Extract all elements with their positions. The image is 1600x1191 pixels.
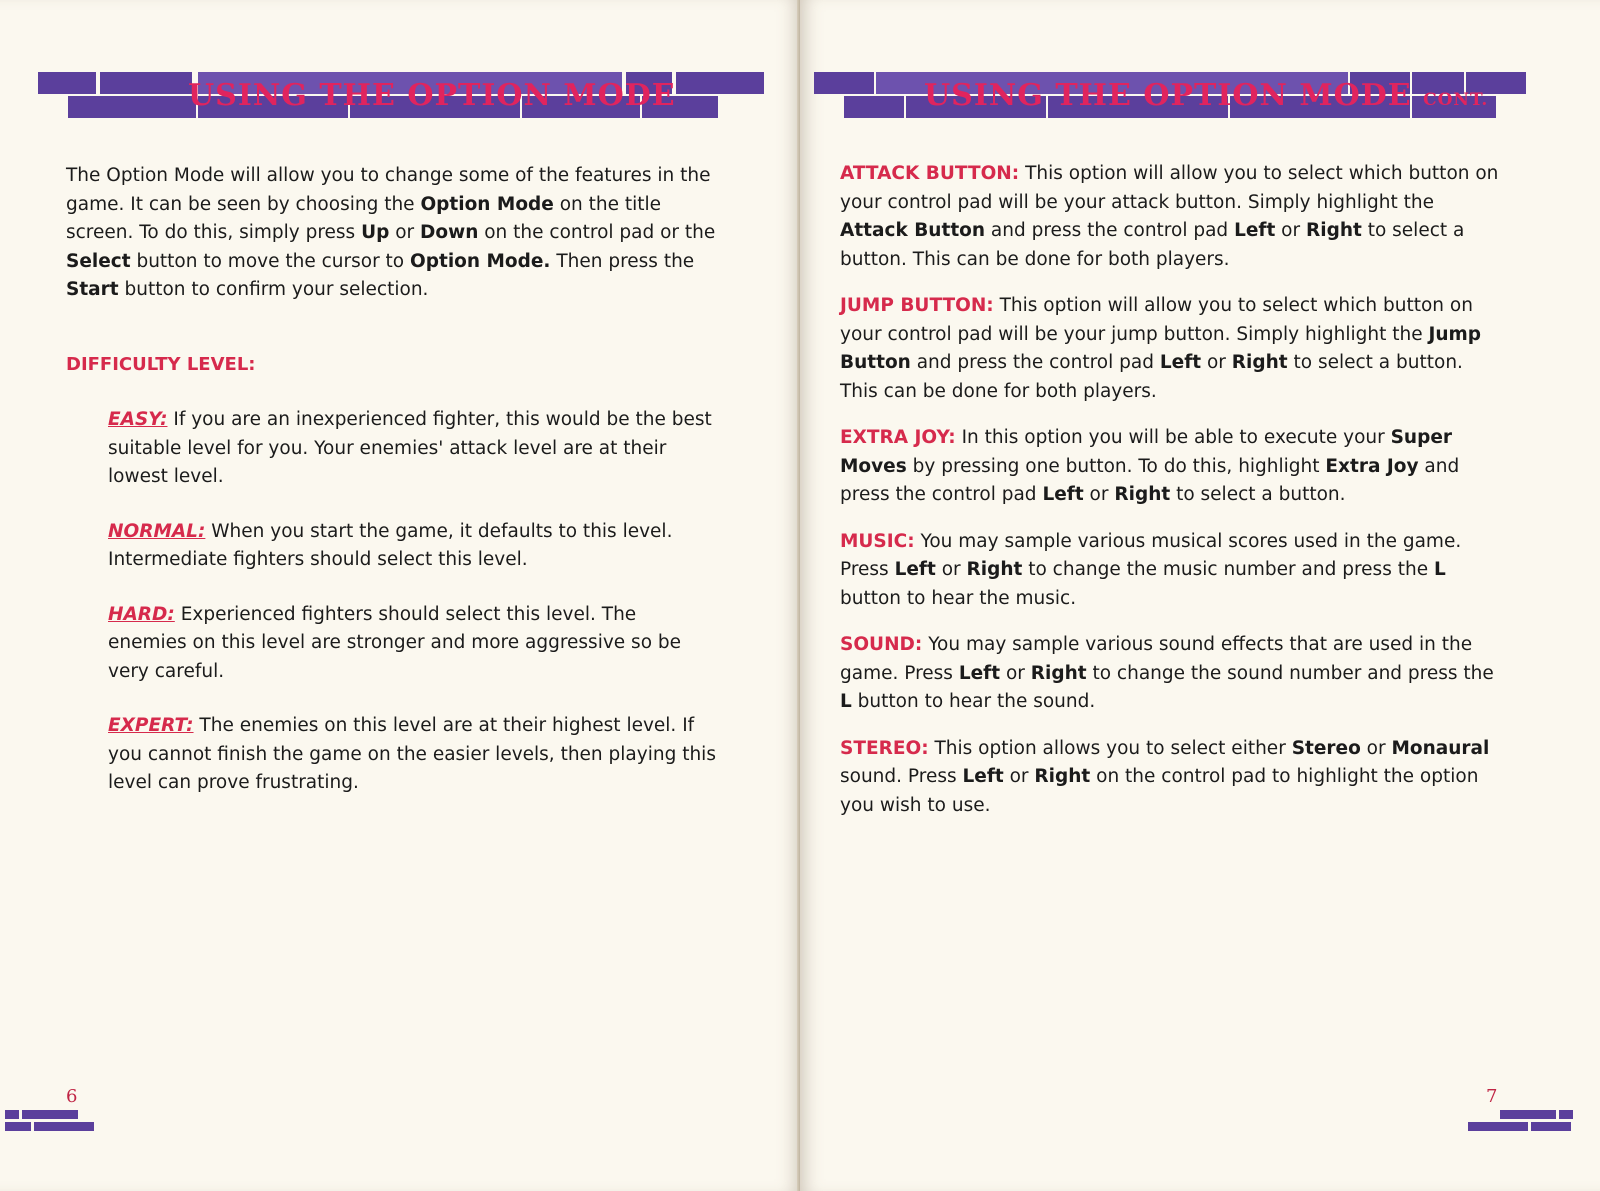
banner (814, 72, 1526, 130)
bold-term: Select (66, 250, 131, 272)
text-run: In this option you will be able to execute your (961, 427, 1391, 448)
option-entry (840, 292, 1500, 406)
bold-term: Left (958, 662, 1001, 684)
text-run: or (1000, 662, 1031, 684)
bold-term: L (840, 691, 852, 712)
option-label: SOUND: (840, 634, 923, 655)
text-run: or (1360, 737, 1392, 759)
bold-term: L (1433, 559, 1446, 580)
text-run: and press the control pad (840, 455, 1460, 505)
level-label: EXPERT: (108, 715, 194, 736)
bold-term: Left (962, 766, 1004, 787)
level-description: Experienced fighters should select this level. The enemies on this level are stronger and more aggressive so be very careful. (108, 603, 682, 682)
text-run: button to confirm your selection. (118, 279, 429, 300)
text-run: This option will allow you to select which button on your control pad will be your attack button. Simply highlight the (840, 163, 1499, 213)
text-run: Then press the (550, 250, 695, 272)
banner (38, 72, 764, 130)
difficulty-level-entry (108, 518, 718, 575)
text-run: or (935, 559, 967, 580)
page-title (924, 78, 1488, 113)
option-entry (840, 631, 1500, 717)
bold-term: Right (1231, 352, 1288, 373)
text-run: to change the music number and press the (1022, 559, 1434, 580)
option-entry (840, 735, 1500, 821)
level-description: If you are an inexperienced fighter, this would be the best suitable level for you. Your enemies' attack level are at their lowest level. (108, 409, 712, 487)
title-suffix: CONT. (1423, 90, 1489, 110)
right-page (800, 0, 1600, 1191)
text-run: sound. Press (840, 766, 963, 787)
text-run: This option allows you to select either (934, 737, 1292, 759)
intro-text (66, 162, 726, 305)
text-run: or (389, 222, 421, 243)
option-entry (840, 160, 1500, 274)
text-run: or (1003, 766, 1035, 787)
bold-term: Right (1114, 484, 1171, 505)
option-label: ATTACK BUTTON: (840, 163, 1020, 184)
text-run: and press the control pad (910, 352, 1160, 373)
difficulty-levels (108, 406, 718, 798)
option-label: MUSIC: (840, 530, 915, 552)
bold-term: Extra Joy (1325, 455, 1419, 477)
text-run: The Option Mode will allow you to change some of the features in the game. It can be seen by choosing the (66, 165, 711, 215)
text-run: to change the sound number and press the (1086, 662, 1494, 684)
bold-term: Left (1159, 352, 1202, 373)
bold-term: Option Mode. (410, 250, 551, 272)
text-run: You may sample various musical scores used in the game. Press (840, 530, 1462, 580)
text-run: and press the control pad (985, 220, 1235, 241)
bold-term: Left (894, 559, 936, 580)
bold-term: Left (1234, 220, 1276, 241)
text-run: on the control pad or the (478, 222, 716, 243)
option-entry (840, 528, 1500, 614)
option-label: STEREO: (840, 737, 929, 759)
difficulty-heading: DIFFICULTY LEVEL: (66, 354, 256, 375)
intro-paragraph (66, 162, 726, 305)
text-run: button to hear the music. (840, 587, 1077, 609)
level-label: HARD: (108, 603, 175, 625)
bold-term: Right (1305, 220, 1362, 241)
text-run: button to move the cursor to (130, 250, 411, 272)
level-label: EASY: (108, 409, 168, 430)
bold-term: Jump Button (840, 323, 1482, 373)
bold-term: Attack Button (840, 220, 986, 241)
text-run: You may sample various sound effects that are used in the game. Press (840, 634, 1473, 684)
text-run: to select a button. (1170, 484, 1346, 505)
text-run: button to hear the sound. (851, 691, 1096, 712)
page-number: 7 (1486, 1086, 1498, 1107)
option-label: EXTRA JOY: (840, 427, 956, 448)
bold-term: Start (66, 279, 119, 300)
bold-term: Stereo (1291, 737, 1361, 759)
level-label: NORMAL: (108, 520, 206, 542)
bold-term: Down (420, 222, 479, 243)
text-run: or (1275, 220, 1306, 241)
difficulty-level-entry (108, 601, 718, 687)
bold-term: Option Mode (420, 193, 554, 215)
bold-term: Up (361, 222, 390, 243)
title-main: USING THE OPTION MODE (924, 78, 1412, 113)
text-run: This option will allow you to select which button on your control pad will be your jump button. Simply highlight the (840, 295, 1473, 345)
level-description: When you start the game, it defaults to this level. Intermediate fighters should select this level. (108, 520, 673, 570)
text-run: by pressing one button. To do this, highlight (906, 455, 1326, 477)
text-run: on the title screen. To do this, simply press (66, 193, 662, 243)
option-entry (840, 424, 1500, 510)
bold-term: Left (1042, 484, 1084, 505)
bold-term: Right (1034, 766, 1091, 787)
page-number: 6 (66, 1086, 78, 1107)
bold-term: Right (1030, 662, 1087, 684)
text-run: or (1083, 484, 1115, 505)
text-run: or (1201, 352, 1232, 373)
text-run: to select a button. This can be done for both players. (840, 220, 1465, 270)
option-descriptions (840, 160, 1500, 820)
text-run: to select a button. This can be done for both players. (840, 352, 1463, 402)
text-run: on the control pad to highlight the option you wish to use. (840, 766, 1479, 816)
difficulty-level-entry (108, 406, 718, 492)
level-description: The enemies on this level are at their highest level. If you cannot finish the game on the easier levels, then playing this level can prove frustrating. (108, 715, 716, 793)
bold-term: Super Moves (840, 427, 1453, 477)
bold-term: Monaural (1391, 737, 1490, 759)
difficulty-level-entry (108, 712, 718, 798)
bold-term: Right (966, 559, 1023, 580)
page-title: USING THE OPTION MODE (188, 78, 676, 113)
option-label: JUMP BUTTON: (840, 295, 994, 316)
